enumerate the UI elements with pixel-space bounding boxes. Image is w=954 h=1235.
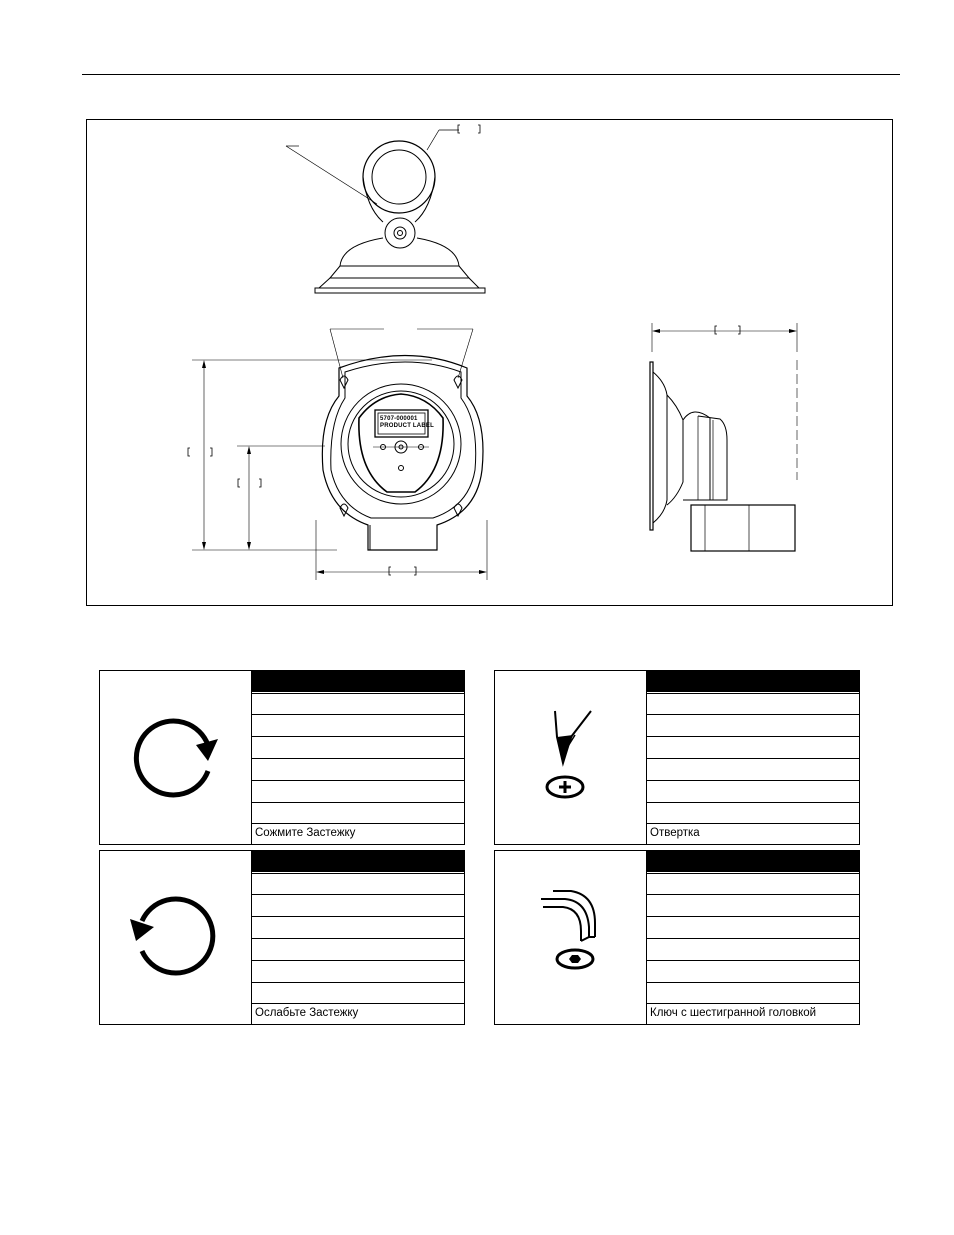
legend-row-caption — [251, 823, 464, 844]
legend-caption: Отвертка — [650, 827, 700, 839]
screwdriver-phillips-icon — [495, 671, 646, 844]
legend-row — [251, 693, 464, 714]
loosen-counterclockwise-arrow-icon — [100, 851, 251, 1024]
legend-row — [646, 758, 859, 779]
legend-row — [646, 714, 859, 735]
mount-drawing-svg — [87, 120, 894, 607]
legend-row-caption — [646, 823, 859, 844]
legend-caption: Сожмите Застежку — [255, 827, 356, 839]
legend-row — [646, 982, 859, 1003]
legend-row — [646, 916, 859, 937]
legend-row — [646, 693, 859, 714]
legend-header — [251, 851, 464, 872]
legend-row — [251, 873, 464, 894]
legend-row — [251, 938, 464, 959]
technical-drawing — [86, 119, 893, 606]
legend-row — [251, 894, 464, 915]
legend-loosen-fastener — [99, 850, 465, 1025]
legend-row-caption — [646, 1003, 859, 1024]
legend-row — [646, 938, 859, 959]
legend-row — [646, 802, 859, 823]
legend-caption: Ключ с шестигранной головкой — [650, 1007, 817, 1019]
legend-row — [251, 916, 464, 937]
legend-row — [251, 758, 464, 779]
legend-table — [251, 851, 464, 1024]
legend-table — [251, 671, 464, 844]
legend-hex-key — [494, 850, 860, 1025]
side-view — [650, 323, 797, 551]
legend-icon-cell — [495, 671, 647, 844]
header-rule — [82, 74, 900, 75]
legend-caption: Ослабьте Застежку — [255, 1007, 359, 1019]
legend-header — [646, 671, 859, 692]
legend-row-caption — [251, 1003, 464, 1024]
legend-row — [646, 894, 859, 915]
product-label-part-number: 5707-000001 — [380, 416, 418, 422]
legend-screwdriver — [494, 670, 860, 845]
legend-table — [646, 671, 859, 844]
legend-row — [251, 780, 464, 801]
legend-icon-cell — [100, 851, 252, 1024]
legend-row — [251, 736, 464, 757]
legend-row — [251, 802, 464, 823]
legend-row — [251, 960, 464, 981]
legend-row — [251, 714, 464, 735]
legend-icon-cell — [495, 851, 647, 1024]
legend-tighten-fastener — [99, 670, 465, 845]
tighten-clockwise-arrow-icon — [100, 671, 251, 844]
legend-row — [251, 982, 464, 1003]
legend-header — [251, 671, 464, 692]
legend-icon-cell — [100, 671, 252, 844]
legend-row — [646, 960, 859, 981]
product-label-text: PRODUCT LABEL — [380, 423, 434, 429]
legend-header — [646, 851, 859, 872]
legend-row — [646, 873, 859, 894]
front-view — [188, 329, 487, 580]
hex-key-icon — [495, 851, 646, 1024]
legend-row — [646, 736, 859, 757]
legend-row — [646, 780, 859, 801]
legend-table — [646, 851, 859, 1024]
top-view — [286, 125, 485, 293]
